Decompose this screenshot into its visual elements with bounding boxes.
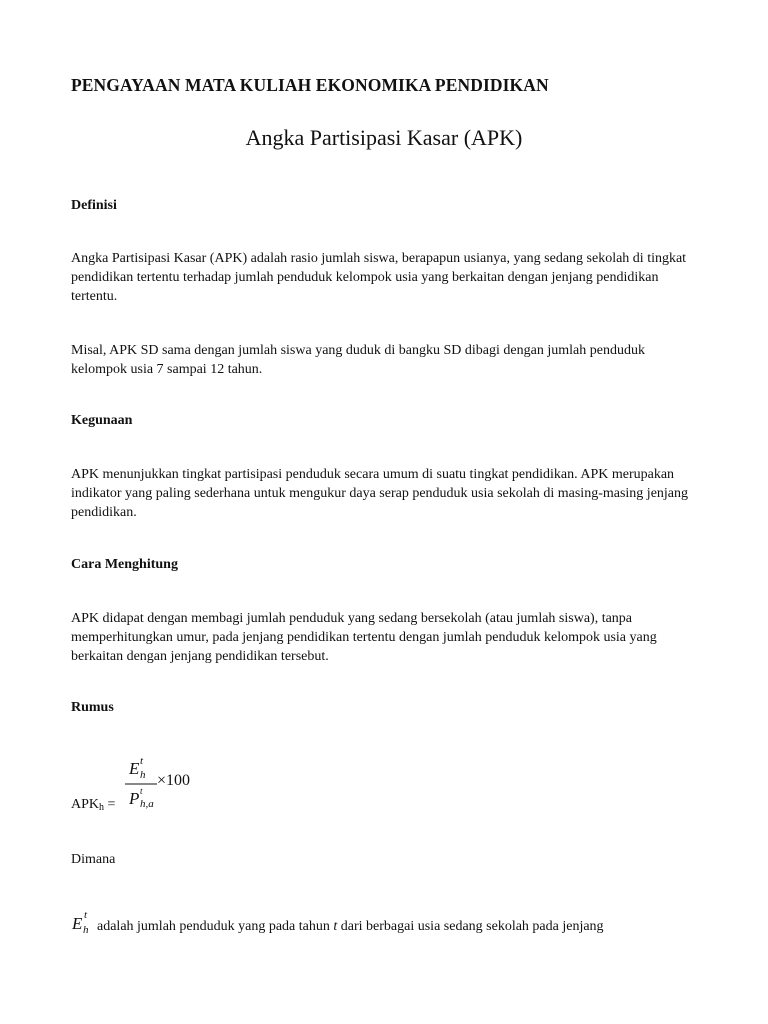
heading-cara-menghitung: Cara Menghitung	[71, 557, 178, 572]
paragraph-example: Misal, APK SD sama dengan jumlah siswa yang duduk di bangku SD dibagi dengan jumlah penduduk kelompok usia 7 sampai 12 tahun.	[71, 343, 645, 377]
var-desc-before: adalah jumlah penduduk yang pada tahun	[97, 919, 334, 934]
variable-symbol	[71, 905, 97, 937]
formula-fraction	[123, 752, 263, 816]
paragraph-cara-menghitung: APK didapat dengan membagi jumlah penduduk yang sedang bersekolah (atau jumlah siswa), tanpa memperhitungkan umur, pada jenjang pendidikan tertentu dengan jumlah penduduk kelompok usia yang berkaitan dengan jenjang pendidikan tersebut.	[71, 611, 657, 664]
var-sub: h	[83, 924, 89, 936]
formula-lhs	[71, 797, 115, 813]
numerator-var: E	[129, 759, 140, 778]
var-desc-italic: t	[333, 919, 338, 934]
document-title: Angka Partisipasi Kasar (APK)	[245, 125, 523, 150]
variable-description	[97, 919, 604, 935]
numerator-sub: h	[140, 769, 146, 781]
formula-lhs-eq: =	[104, 797, 116, 812]
heading-dimana: Dimana	[71, 852, 116, 867]
heading-kegunaan: Kegunaan	[71, 413, 133, 428]
heading-rumus: Rumus	[71, 700, 114, 715]
denominator-sup: t	[140, 786, 143, 796]
variable-definition	[71, 905, 711, 939]
multiplier: ×100	[157, 772, 191, 789]
var-symbol: E	[72, 914, 83, 933]
course-header: PENGAYAAN MATA KULIAH EKONOMIKA PENDIDIKAN	[71, 75, 549, 95]
var-desc-after: dari berbagai usia sedang sekolah pada jenjang	[337, 919, 604, 934]
numerator-sup: t	[140, 755, 144, 767]
var-sup: t	[84, 909, 88, 921]
apk-formula	[71, 752, 271, 822]
denominator-var: P	[129, 789, 140, 808]
formula-lhs-main: APK	[71, 797, 100, 812]
paragraph-kegunaan: APK menunjukkan tingkat partisipasi penduduk secara umum di suatu tingkat pendidikan. APK merupakan indikator yang paling sederhana untuk mengukur daya serap penduduk usia sekolah di masing-masing jenjang pendidikan.	[71, 467, 689, 520]
paragraph-definisi: Angka Partisipasi Kasar (APK) adalah rasio jumlah siswa, berapapun usianya, yang sedang sekolah di tingkat pendidikan tertentu terhadap jumlah penduduk kelompok usia yang berkaitan dengan jenjang pendidikan tertentu.	[71, 251, 687, 304]
formula-lhs-sub: h	[99, 802, 105, 813]
heading-definisi: Definisi	[71, 198, 117, 213]
denominator-sub: h,a	[140, 798, 154, 810]
